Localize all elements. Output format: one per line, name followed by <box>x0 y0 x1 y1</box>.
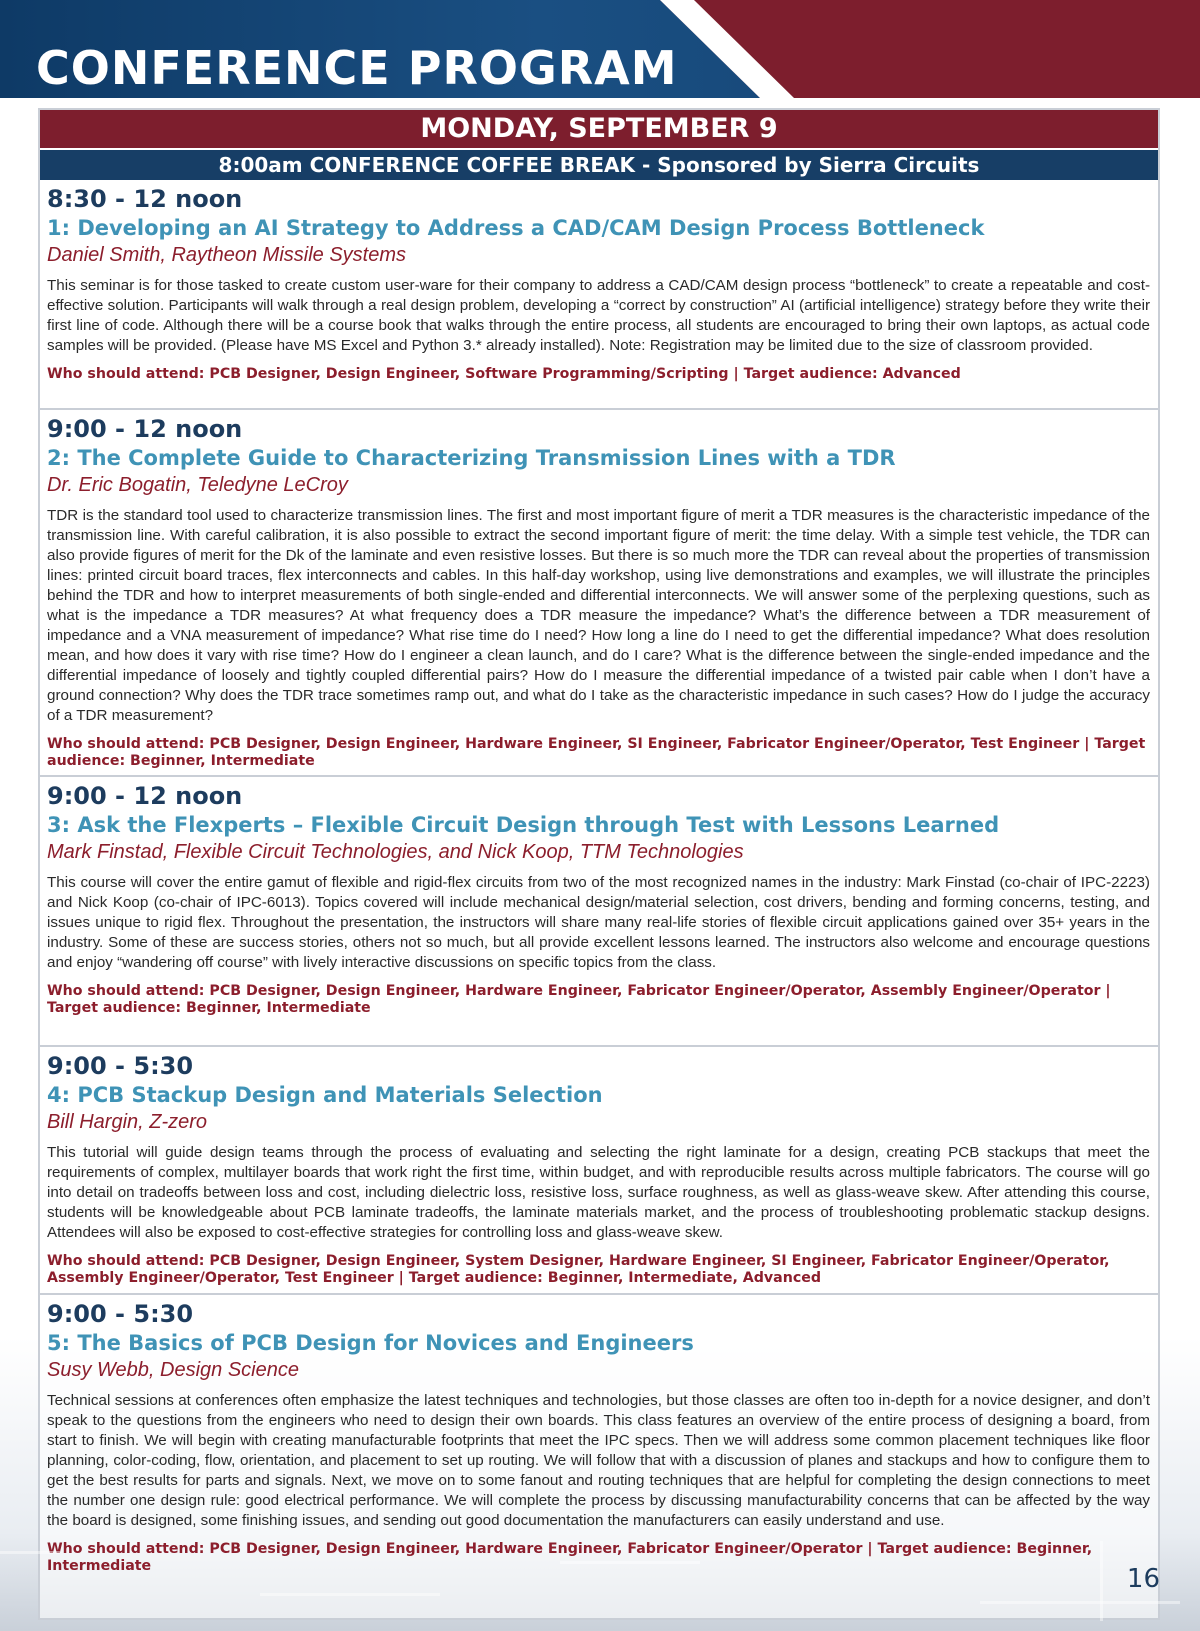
page-number: 16 <box>1126 1564 1160 1594</box>
session-4 <box>40 1049 1158 1287</box>
session-audience: Who should attend: PCB Designer, Design Engineer, Software Programming/Scripting | Target audience: Advanced <box>47 366 961 382</box>
session-speaker: Bill Hargin, Z-zero <box>47 1111 208 1133</box>
session-speaker: Mark Finstad, Flexible Circuit Technologies, and Nick Koop, TTM Technologies <box>47 841 744 863</box>
session-audience: Who should attend: PCB Designer, Design Engineer, Hardware Engineer, Fabricator Engineer/Operator, Assembly Engineer/Operator | Target audience: Beginner, Intermediate <box>47 983 1111 1016</box>
session-time: 9:00 - 5:30 <box>47 1300 194 1328</box>
session-audience: Who should attend: PCB Designer, Design Engineer, Hardware Engineer, Fabricator Engineer/Operator | Target audience: Beginner, Intermediate <box>47 1541 1093 1574</box>
session-3 <box>40 779 1158 1017</box>
session-description: Technical sessions at conferences often emphasize the latest techniques and technologies, but those classes are often too in-depth for a novice designer, and don’t speak to the questions from the engineers who need to design their own boards. This class features an overview of the entire process of designing a board, from start to finish. We will begin with creating manufacturable footprints that meet the IPC specs. Then we will address some common placement techniques like floor planning, color-coding, flow, orientation, and placement to set up routing. We will follow that with a discussion of planes and stackups and how to configure them to get the best results for parts and signals. Next, we move on to some fanout and routing techniques that are helpful for completing the design connections to meet the number one design rule: good electrical performance. We will complete the process by discussing manufacturability concerns that can be affected by the way the board is designed, some finishing issues, and sending out good documentation the manufacturers can easily understand and use. <box>47 1392 1150 1529</box>
session-time: 9:00 - 12 noon <box>47 415 243 443</box>
session-divider <box>40 1293 1158 1295</box>
session-title: 3: Ask the Flexperts – Flexible Circuit Design through Test with Lessons Learned <box>47 813 1000 837</box>
session-title: 4: PCB Stackup Design and Materials Selection <box>47 1083 603 1107</box>
coffee-break-banner: 8:00am CONFERENCE COFFEE BREAK - Sponsored by Sierra Circuits <box>40 150 1158 180</box>
session-description: This seminar is for those tasked to create custom user-ware for their company to address a CAD/CAM design process “bottleneck” to create a repeatable and cost-effective solution. Participants will walk through a real design problem, developing a “correct by construction” AI (artificial intelligence) strategy before they write their first line of code. Although there will be a course book that walks through the entire process, all students are encouraged to bring their own laptops, as actual code samples will be provided. (Please have MS Excel and Python 3.* already installed). Note: Registration may be limited due to the size of classroom provided. <box>47 277 1150 354</box>
session-1 <box>40 182 1158 383</box>
session-time: 8:30 - 12 noon <box>47 185 243 213</box>
session-time: 9:00 - 5:30 <box>47 1052 194 1080</box>
session-title: 5: The Basics of PCB Design for Novices and Engineers <box>47 1331 694 1355</box>
header-banner <box>0 0 1200 98</box>
session-speaker: Daniel Smith, Raytheon Missile Systems <box>47 244 407 266</box>
session-audience: Who should attend: PCB Designer, Design Engineer, Hardware Engineer, SI Engineer, Fabricator Engineer/Operator, Test Engineer | Target audience: Beginner, Intermediate <box>47 736 1146 769</box>
session-2 <box>40 412 1158 770</box>
page-title: CONFERENCE PROGRAM <box>36 41 678 95</box>
session-description: This tutorial will guide design teams through the process of evaluating and selecting the right laminate for a design, creating PCB stackups that meet the requirements of complex, multilayer boards that work right the first time, within budget, and with reproducible results across multiple fabricators. The course will go into detail on tradeoffs between loss and cost, including dielectric loss, resistive loss, surface roughness, as well as glass-weave skew. After attending this course, students will be knowledgeable about PCB laminate tradeoffs, the laminate materials market, and the process of troubleshooting problematic stackup designs. Attendees will also be exposed to cost-effective strategies for controlling loss and glass-weave skew. <box>47 1144 1150 1241</box>
session-divider <box>40 1045 1158 1047</box>
session-description: TDR is the standard tool used to characterize transmission lines. The first and most important figure of merit a TDR measures is the characteristic impedance of the transmission line. With careful calibration, it is also possible to extract the second important figure of merit: the time delay. With a simple test vehicle, the TDR can also provide figures of merit for the Dk of the laminate and even resistive losses. But there is so much more the TDR can reveal about the properties of transmission lines: printed circuit board traces, flex interconnects and cables. In this half-day workshop, using live demonstrations and examples, we will illustrate the principles behind the TDR and how to interpret measurements of both single-ended and differential interconnects. We will answer some of the perplexing questions, such as what is the impedance a TDR measures? At what frequency does a TDR measure the impedance? What’s the difference between a TDR measurement of impedance and a VNA measurement of impedance? What rise time do I need? How long a line do I need to get the differential impedance? What does resolution mean, and how does it vary with rise time? How do I engineer a clean launch, and do I care? What is the difference between the single-ended impedance and the differential impedance of loosely and tightly coupled differential pairs? How do I measure the differential impedance of a twisted pair cable when I don’t have a ground connection? Why does the TDR trace sometimes ramp out, and what do I take as the characteristic impedance in such cases? How do I judge the accuracy of a TDR measurement? <box>47 507 1150 724</box>
session-divider <box>40 775 1158 777</box>
session-title: 2: The Complete Guide to Characterizing Transmission Lines with a TDR <box>47 446 896 470</box>
session-time: 9:00 - 12 noon <box>47 782 243 810</box>
session-audience: Who should attend: PCB Designer, Design Engineer, System Designer, Hardware Engineer, SI Engineer, Fabricator Engineer/Operator, Assembly Engineer/Operator, Test Engineer | Target audience: Beginner, Intermediate, Advanced <box>47 1253 1110 1286</box>
session-title: 1: Developing an AI Strategy to Address a CAD/CAM Design Process Bottleneck <box>47 216 985 240</box>
session-description: This course will cover the entire gamut of flexible and rigid-flex circuits from two of the most recognized names in the industry: Mark Finstad (co-chair of IPC-2223) and Nick Koop (co-chair of IPC-6013). Topics covered will include mechanical design/material selection, cost drivers, bending and forming concerns, testing, and issues unique to rigid flex. Throughout the presentation, the instructors will share many real-life stories of flexible circuit applications gained over 35+ years in the industry. Some of these are success stories, others not so much, but all provide excellent lessons learned. The instructors also welcome and encourage questions and enjoy “wandering off course” with lively interactive discussions on specific topics from the class. <box>47 874 1150 971</box>
day-heading: MONDAY, SEPTEMBER 9 <box>40 110 1158 148</box>
session-divider <box>40 408 1158 410</box>
session-speaker: Dr. Eric Bogatin, Teledyne LeCroy <box>47 474 348 496</box>
session-speaker: Susy Webb, Design Science <box>47 1359 299 1381</box>
circuit-board-watermark <box>0 1521 1200 1631</box>
